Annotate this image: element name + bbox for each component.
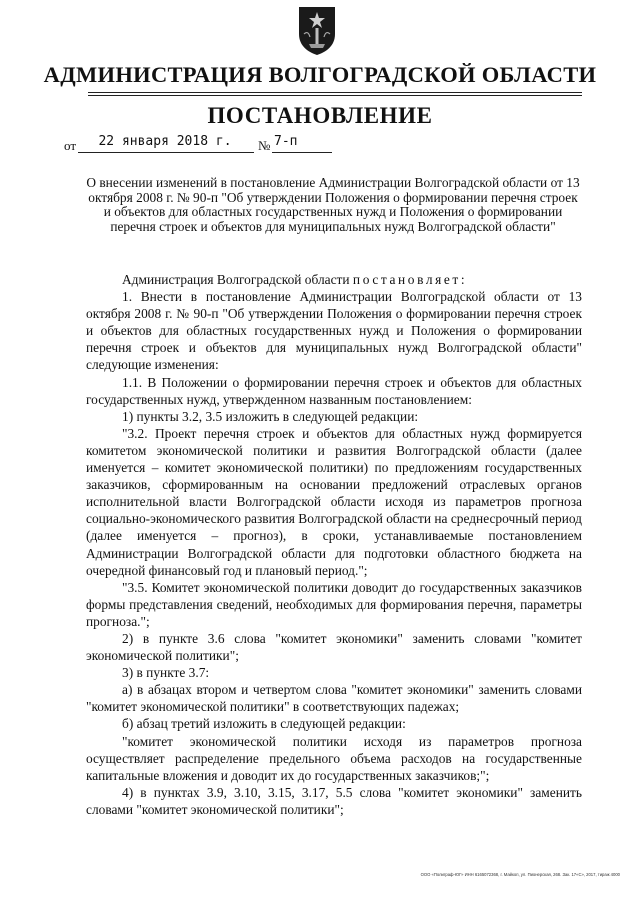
document-body	[86, 271, 582, 818]
body-paragraph: 1. Внести в постановление Администрации Волгоградской области от 13 октября 2008 г. № 90-п "Об утверждении Положения о формировании перечня строек и объектов для областных государственных нужд и Положения о формировании перечня строек и объектов для муниципальных нужд Волгоградской области" следующие изменения:	[86, 289, 582, 373]
body-paragraph: 4) в пунктах 3.9, 3.10, 3.15, 3.17, 5.5 слова "комитет экономики" заменить словами "комитет экономической политики";	[86, 784, 582, 817]
header-rule	[88, 92, 582, 93]
document-subject: О внесении изменений в постановление Администрации Волгоградской области от 13 октября 2008 г. № 90-п "Об утверждении Положения о формировании перечня строек и объектов для областных государственных нужд и Положения о формировании перечня строек и объектов для муниципальных нужд Волгоградской области"	[86, 175, 580, 234]
body-paragraph: 1) пункты 3.2, 3.5 изложить в следующей редакции:	[122, 408, 419, 424]
body-paragraph: 3) в пункте 3.7:	[122, 665, 210, 681]
body-paragraph: б) абзац третий изложить в следующей редакции:	[122, 716, 406, 732]
body-paragraph: "3.2. Проект перечня строек и объектов для областных нужд формируется комитетом экономической политики и развития Волгоградской области (далее именуется – комитет экономической политики) по предложениям государственных заказчиков, сформированным на основании предложений отраслевых органов исполнительной власти Волгоградской области исходя из параметров прогноза социально-экономического развития Волгоградской области на среднесрочный период (далее именуется – прогноз), в сроки, устанавливаемые постановлением Администрации Волгоградской области для подготовки областного бюджета на очередной финансовый год и плановый период.";	[86, 425, 582, 578]
body-paragraph: "3.5. Комитет экономической политики доводит до государственных заказчиков формы представления сведений, необходимых для формирования перечня, параметры прогноза.";	[86, 579, 582, 629]
organization-name: АДМИНИСТРАЦИЯ ВОЛГОГРАДСКОЙ ОБЛАСТИ	[43, 62, 597, 87]
body-paragraph: 2) в пункте 3.6 слова "комитет экономики" заменить словами "комитет экономической политики";	[86, 630, 582, 664]
date-underline	[78, 152, 254, 153]
header-rule	[88, 95, 582, 96]
volgograd-coat-of-arms-icon	[296, 4, 338, 56]
document-number: 7-п	[274, 134, 298, 149]
body-paragraph: а) в абзацах втором и четвертом слова "комитет экономики" заменить словами "комитет экономической политики" в соответствующих падежах;	[86, 682, 582, 715]
number-label: №	[258, 138, 271, 153]
intro-paragraph	[86, 271, 582, 288]
date-label: от	[64, 138, 77, 153]
body-paragraph: 1.1. В Положении о формировании перечня строек и объектов для областных государственных нужд, утвержденном названным постановлением:	[86, 374, 582, 407]
body-paragraph: "комитет экономической политики исходя из параметров прогноза осуществляет распределение предельного объема расходов на государственные капитальные вложения и доводит их до государственных заказчиков;";	[86, 733, 582, 783]
intro-subject: Администрация Волгоградской области	[122, 272, 350, 287]
printer-imprint: ООО «Полиграф-ЮГ» ИНН 6165072368, г. Майкоп, ул. Пионерская, 268. Зак. 17«С», 2017, тираж 4000	[420, 872, 620, 877]
document-date: 22 января 2018 г.	[98, 134, 232, 149]
document-type: ПОСТАНОВЛЕНИЕ	[207, 103, 433, 128]
intro-verb: постановляет:	[352, 272, 468, 287]
number-underline	[272, 152, 332, 153]
